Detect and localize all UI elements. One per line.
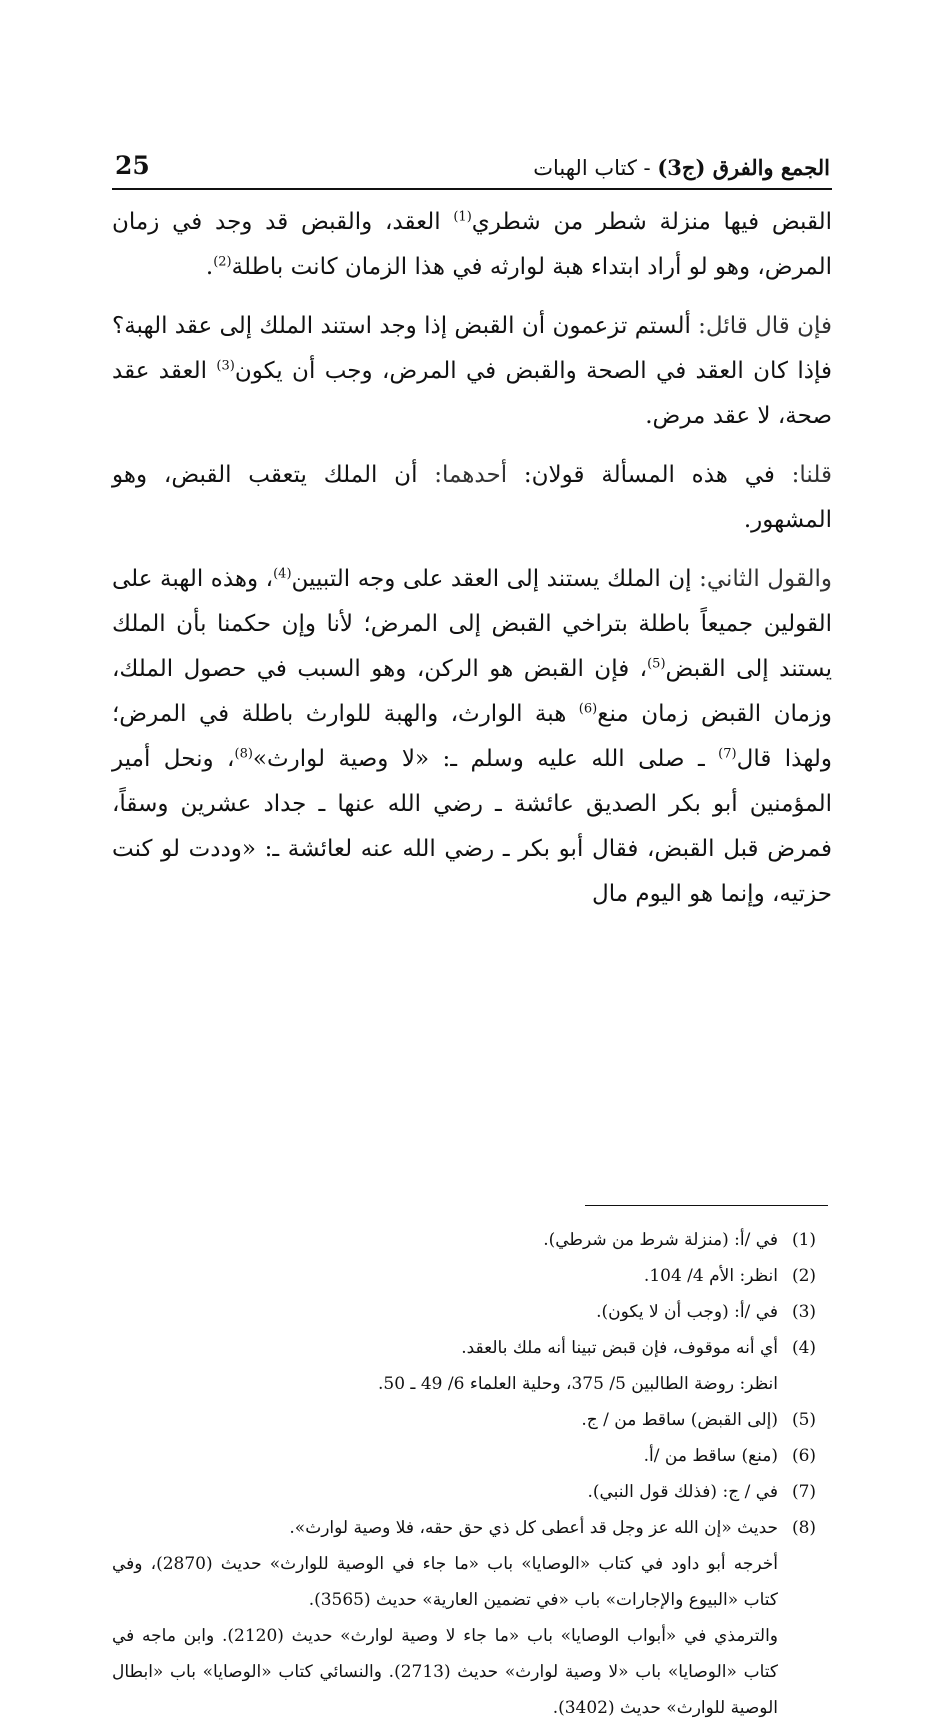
paragraph-lead: والقول الثاني: [691, 566, 832, 592]
text-run: العقد عقد صحة، لا عقد مرض. [112, 358, 832, 429]
text-run: القبض فيها منزلة شطر من شطري [471, 209, 833, 235]
header-rule [112, 188, 832, 190]
footnote-item [112, 1294, 830, 1330]
text-run: ألستم تزعمون أن القبض إذا وجد استند الملك إلى عقد الهبة؟ فإذا كان العقد في الصحة والقبض في المرض، وجب أن يكون [112, 313, 832, 384]
footnote-ref: (2) [213, 254, 232, 270]
footnote-item [112, 1474, 830, 1510]
page-number: 25 [115, 151, 150, 180]
footnote-text: (منع) ساقط من /أ. [643, 1446, 778, 1466]
footnote-continuation: انظر: روضة الطالبين 5/ 375، وحلية العلماء 6/ 49 ـ 50. [377, 1374, 778, 1394]
paragraph-1 [112, 200, 832, 290]
footnote-separator [585, 1205, 828, 1206]
footnote-number: (8) [791, 1518, 817, 1538]
footnote-text: حديث «إن الله عز وجل قد أعطى كل ذي حق حقه، فلا وصية لوارث». [289, 1518, 778, 1538]
footnote-ref: (8) [234, 746, 253, 762]
text-run: العقد، والقبض قد وجد في زمان المرض، وهو لو أراد ابتداء هبة لوارثه في هذا الزمان كانت باطلة [112, 209, 832, 280]
footnote-item [112, 1330, 830, 1366]
footnote-text: في /أ: (وجب أن لا يكون). [596, 1302, 778, 1322]
footnote-number: (2) [791, 1266, 817, 1286]
chapter-title: كتاب الهبات [533, 156, 637, 180]
paragraph-lead: فإن قال قائل: [690, 313, 832, 339]
book-title: الجمع والفرق (ج3) [657, 155, 830, 180]
footnote-ref: (4) [273, 566, 292, 582]
text-run: إن الملك يستند إلى العقد على وجه التبيين [291, 566, 692, 592]
footnote-number: (6) [791, 1446, 817, 1466]
paragraph-lead: أحدهما: [417, 462, 508, 488]
footnote-number: (4) [791, 1338, 817, 1358]
footnote-text: في / ج: (فذلك قول النبي). [587, 1482, 778, 1502]
header-separator: - [643, 156, 651, 180]
footnote-number: (5) [791, 1410, 817, 1430]
footnote-ref: (1) [453, 209, 472, 225]
footnote-text: (إلى القبض) ساقط من / ج. [581, 1410, 778, 1430]
footnote-ref: (5) [647, 656, 666, 672]
footnote-ref: (6) [578, 701, 598, 717]
footnote-ref: (3) [216, 358, 235, 374]
text-run: ، فإن القبض هو الركن، وهو السبب في حصول الملك، وزمان القبض زمان منع [112, 656, 833, 727]
paragraph-lead: قلنا: [774, 462, 832, 488]
page-header [115, 140, 830, 184]
footnote-number: (1) [791, 1230, 817, 1250]
footnote-ref: (7) [718, 746, 737, 762]
running-head [533, 155, 830, 184]
footnote-continuation: أخرجه أبو داود في كتاب «الوصايا» باب «ما جاء في الوصية للوارث» حديث (2870)، وفي كتاب «البيوع والإجارات» باب «في تضمين العارية» حديث (3565). [112, 1554, 778, 1610]
paragraph-4 [112, 557, 832, 917]
text-run: ، وهذه الهبة على القولين جميعاً باطلة بتراخي القبض إلى المرض؛ لأنا وإن حكمنا بأن الملك يستند إلى القبض [112, 566, 833, 682]
footnote-text: انظر: الأم 4/ 104. [643, 1266, 778, 1286]
text-run: أن الملك يتعقب القبض، وهو المشهور. [112, 462, 832, 533]
text-run: ، ونحل أمير المؤمنين أبو بكر الصديق عائشة ـ رضي الله عنها ـ جداد عشرين وسقاً، فمرض قبل القبض، فقال أبو بكر ـ رضي الله عنه لعائشة ـ: «وددت لو كنت حزتيه، وإنما هو اليوم مال [112, 746, 832, 907]
footnote-number: (7) [791, 1482, 817, 1502]
text-run: هبة الوارث، والهبة للوارث باطلة في المرض؛ ولهذا قال [112, 701, 832, 772]
text-run: . [205, 254, 214, 280]
text-run: ـ صلى الله عليه وسلم ـ: «لا وصية لوارث» [252, 746, 719, 772]
text-run: في هذه المسألة قولان: [507, 462, 775, 488]
footnote-item [112, 1510, 830, 1546]
footnote-number: (3) [791, 1302, 817, 1322]
footnote-text: في /أ: (منزلة شرط من شرطي). [543, 1230, 778, 1250]
footnotes [112, 1222, 830, 1726]
main-text [112, 200, 832, 931]
footnote-item [112, 1438, 830, 1474]
footnote-item [112, 1402, 830, 1438]
paragraph-2 [112, 304, 832, 439]
footnote-item [112, 1222, 830, 1258]
footnote-continuation: والترمذي في «أبواب الوصايا» باب «ما جاء لا وصية لوارث» حديث (2120). وابن ماجه في كتاب «الوصايا» باب «لا وصية لوارث» حديث (2713). والنسائي كتاب «الوصايا» باب «ابطال الوصية للوارث» حديث (3402). [112, 1626, 779, 1718]
paragraph-3 [112, 453, 832, 543]
footnote-text: أي أنه موقوف، فإن قبض تبينا أنه ملك بالعقد. [461, 1338, 778, 1358]
footnote-item [112, 1258, 830, 1294]
